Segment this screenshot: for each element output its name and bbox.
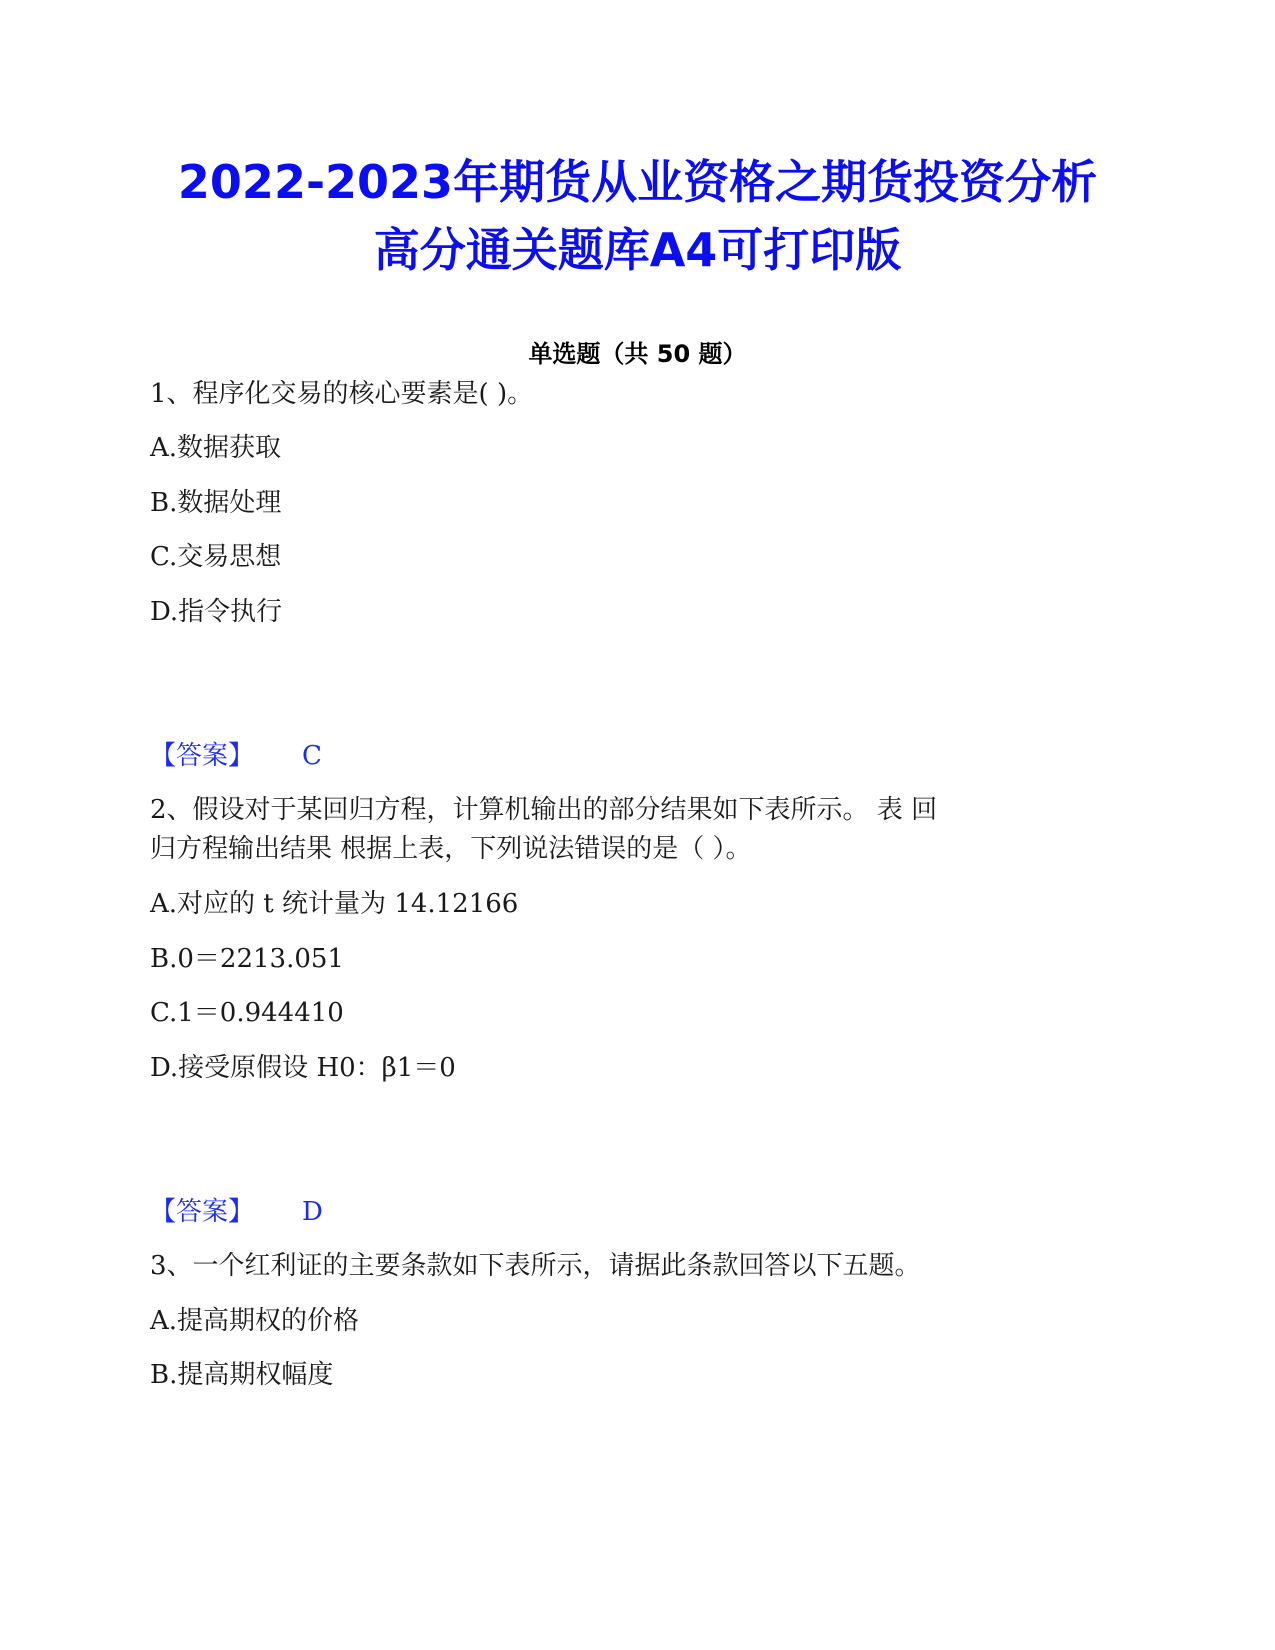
q3-option-b: B.提高期权幅度 bbox=[150, 1360, 334, 1390]
q2-answer bbox=[150, 1194, 1120, 1230]
q1-stem: 1、程序化交易的核心要素是( )。 bbox=[150, 379, 534, 409]
q2-option-c: C.1＝0.944410 bbox=[150, 998, 344, 1028]
q1-option-b: B.数据处理 bbox=[150, 488, 282, 518]
q1-answer bbox=[150, 738, 1120, 774]
q1-option-a: A.数据获取 bbox=[150, 433, 282, 463]
section-heading: 单选题（共 50 题） bbox=[528, 340, 747, 368]
document-title-line1: 2022-2023年期货从业资格之期货投资分析 bbox=[177, 155, 1098, 209]
q1-option-c: C.交易思想 bbox=[150, 542, 282, 572]
q2-stem-line1: 2、假设对于某回归方程，计算机输出的部分结果如下表所示。 表 回 bbox=[150, 795, 938, 825]
q2-stem-line2: 归方程输出结果 根据上表，下列说法错误的是（ ）。 bbox=[150, 834, 752, 864]
q1-answer-value: C bbox=[302, 741, 322, 771]
q2-answer-label: 【答案】 bbox=[150, 1197, 255, 1227]
q1-option-d: D.指令执行 bbox=[150, 597, 283, 627]
q2-option-b: B.0＝2213.051 bbox=[150, 944, 344, 974]
q3-option-a: A.提高期权的价格 bbox=[150, 1306, 360, 1336]
q1-answer-label: 【答案】 bbox=[150, 741, 255, 771]
q2-answer-value: D bbox=[302, 1197, 323, 1227]
q2-option-a: A.对应的 t 统计量为 14.12166 bbox=[150, 889, 519, 919]
document-title-line2: 高分通关题库A4可打印版 bbox=[373, 223, 902, 277]
q3-stem: 3、一个红利证的主要条款如下表所示，请据此条款回答以下五题。 bbox=[150, 1251, 921, 1281]
q2-option-d: D.接受原假设 H0：β1＝0 bbox=[150, 1053, 456, 1083]
